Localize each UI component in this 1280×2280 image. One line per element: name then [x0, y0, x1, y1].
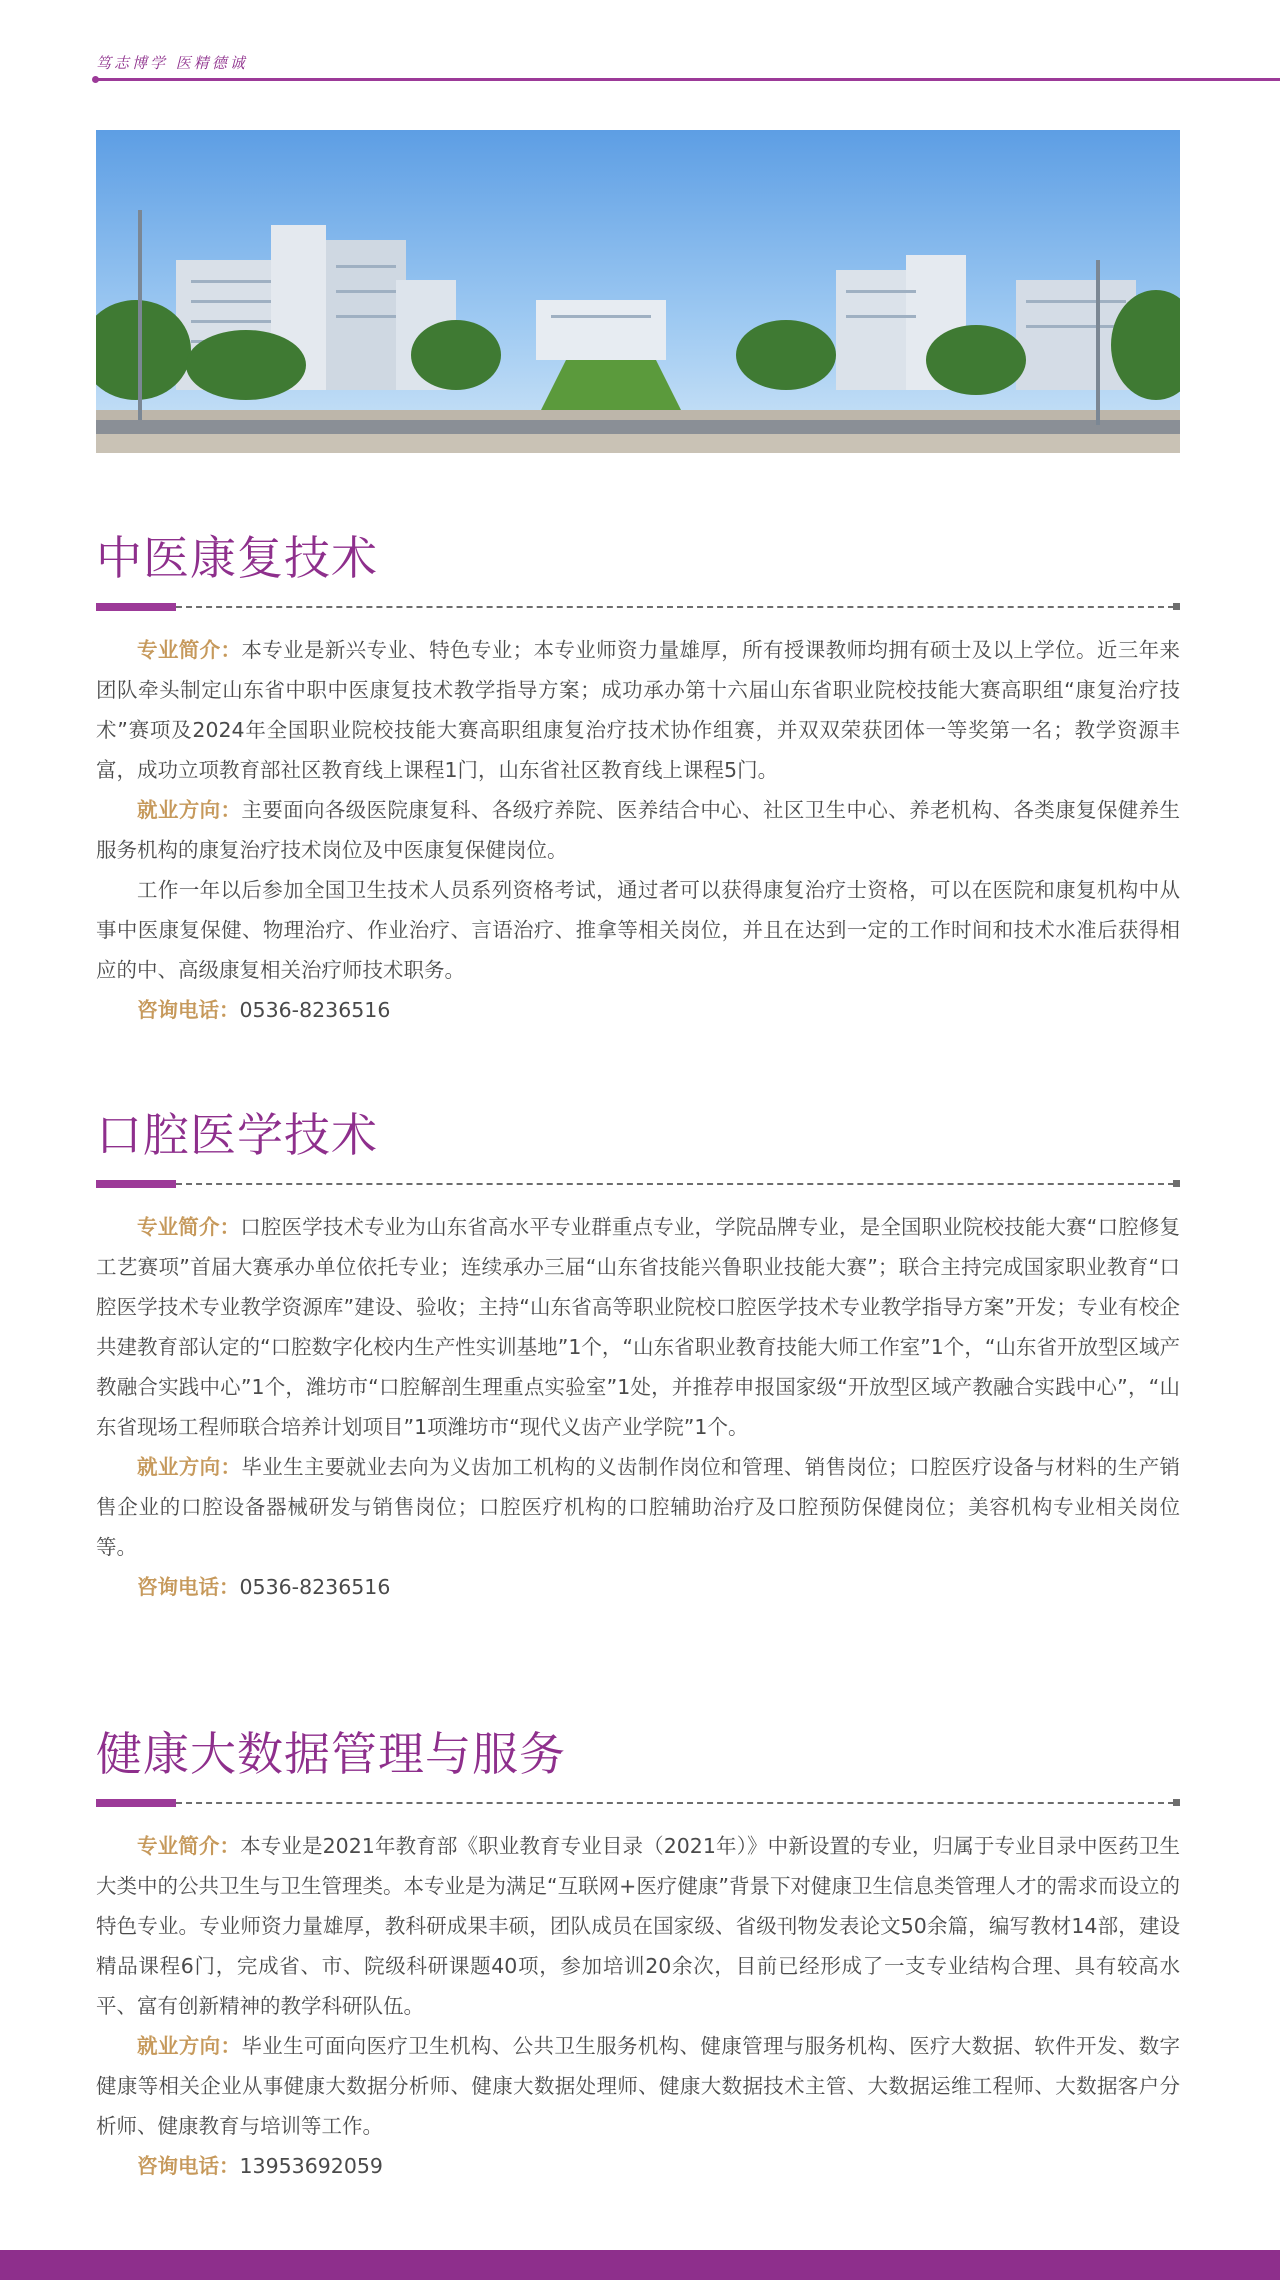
phone-label: 咨询电话： [137, 1575, 240, 1599]
intro-paragraph [96, 630, 1180, 790]
intro-label: 专业简介： [137, 1215, 241, 1239]
intro-text: 口腔医学技术专业为山东省高水平专业群重点专业，学院品牌专业，是全国职业院校技能大赛“口腔修复工艺赛项”首届大赛承办单位依托专业；连续承办三届“山东省技能兴鲁职业技能大赛”；联合主持完成国家职业教育“口腔医学技术专业教学资源库”建设、验收；主持“山东省高等职业院校口腔医学技术专业教学指导方案”开发；专业有校企共建教育部认定的“口腔数字化校内生产性实训基地”1个，“山东省职业教育技能大师工作室”1个，“山东省开放型区域产教融合实践中心”1个，潍坊市“口腔解剖生理重点实验室”1处，并推荐申报国家级“开放型区域产教融合实践中心”，“山东省现场工程师联合培养计划项目”1项潍坊市“现代义齿产业学院”1个。 [96, 1215, 1181, 1439]
footer-bar [0, 2250, 1280, 2280]
career-text: 主要面向各级医院康复科、各级疗养院、医养结合中心、社区卫生中心、养老机构、各类康复保健养生服务机构的康复治疗技术岗位及中医康复保健岗位。 [96, 798, 1181, 862]
section-divider [96, 1175, 1180, 1189]
contact-phone [96, 1567, 1180, 1607]
career-text: 毕业生可面向医疗卫生机构、公共卫生服务机构、健康管理与服务机构、医疗大数据、软件开发、数字健康等相关企业从事健康大数据分析师、健康大数据处理师、健康大数据技术主管、大数据运维工程师、大数据客户分析师、健康教育与培训等工作。 [96, 2034, 1181, 2138]
phone-number: 0536-8236516 [239, 998, 391, 1022]
phone-label: 咨询电话： [137, 2154, 240, 2178]
section-health-big-data [96, 1726, 1180, 2186]
section-tcm-rehab [96, 530, 1180, 1030]
intro-paragraph [96, 1207, 1180, 1447]
career-paragraph [96, 1447, 1180, 1567]
contact-phone [96, 2146, 1180, 2186]
section-divider [96, 1794, 1180, 1808]
phone-label: 咨询电话： [137, 998, 240, 1022]
intro-label: 专业简介： [137, 638, 242, 662]
header-rule [94, 78, 1280, 81]
career-label: 就业方向： [137, 1455, 242, 1479]
intro-text: 本专业是新兴专业、特色专业；本专业师资力量雄厚，所有授课教师均拥有硕士及以上学位。近三年来团队牵头制定山东省中职中医康复技术教学指导方案；成功承办第十六届山东省职业院校技能大赛高职组“康复治疗技术”赛项及2024年全国职业院校技能大赛高职组康复治疗技术协作组赛，并双双荣获团体一等奖第一名；教学资源丰富，成功立项教育部社区教育线上课程1门，山东省社区教育线上课程5门。 [96, 638, 1181, 782]
career-paragraph [96, 2026, 1180, 2146]
intro-label: 专业简介： [137, 1834, 241, 1858]
phone-number: 13953692059 [239, 2154, 383, 2178]
header-motto: 笃志博学 医精德诚 [96, 54, 248, 72]
section-divider [96, 598, 1180, 612]
section-dental-tech [96, 1107, 1180, 1607]
contact-phone [96, 990, 1180, 1030]
career-text: 毕业生主要就业去向为义齿加工机构的义齿制作岗位和管理、销售岗位；口腔医疗设备与材料的生产销售企业的口腔设备器械研发与销售岗位；口腔医疗机构的口腔辅助治疗及口腔预防保健岗位；美容机构专业相关岗位等。 [96, 1455, 1181, 1559]
campus-banner-image [96, 130, 1180, 453]
career-label: 就业方向： [137, 2034, 242, 2058]
extra-paragraph: 工作一年以后参加全国卫生技术人员系列资格考试，通过者可以获得康复治疗士资格，可以在医院和康复机构中从事中医康复保健、物理治疗、作业治疗、言语治疗、推拿等相关岗位，并且在达到一定的工作时间和技术水准后获得相应的中、高级康复相关治疗师技术职务。 [96, 878, 1180, 982]
intro-text: 本专业是2021年教育部《职业教育专业目录（2021年）》中新设置的专业，归属于专业目录中医药卫生大类中的公共卫生与卫生管理类。本专业是为满足“互联网+医疗健康”背景下对健康卫生信息类管理人才的需求而设立的特色专业。专业师资力量雄厚，教科研成果丰硕，团队成员在国家级、省级刊物发表论文50余篇，编写教材14部，建设精品课程6门，完成省、市、院级科研课题40项，参加培训20余次，目前已经形成了一支专业结构合理、具有较高水平、富有创新精神的教学科研队伍。 [96, 1834, 1181, 2018]
phone-number: 0536-8236516 [239, 1575, 391, 1599]
intro-paragraph [96, 1826, 1180, 2026]
career-paragraph [96, 790, 1180, 870]
section-title: 口腔医学技术 [96, 1108, 378, 1162]
career-label: 就业方向： [137, 798, 242, 822]
section-title: 中医康复技术 [96, 531, 378, 585]
section-title: 健康大数据管理与服务 [96, 1727, 566, 1781]
